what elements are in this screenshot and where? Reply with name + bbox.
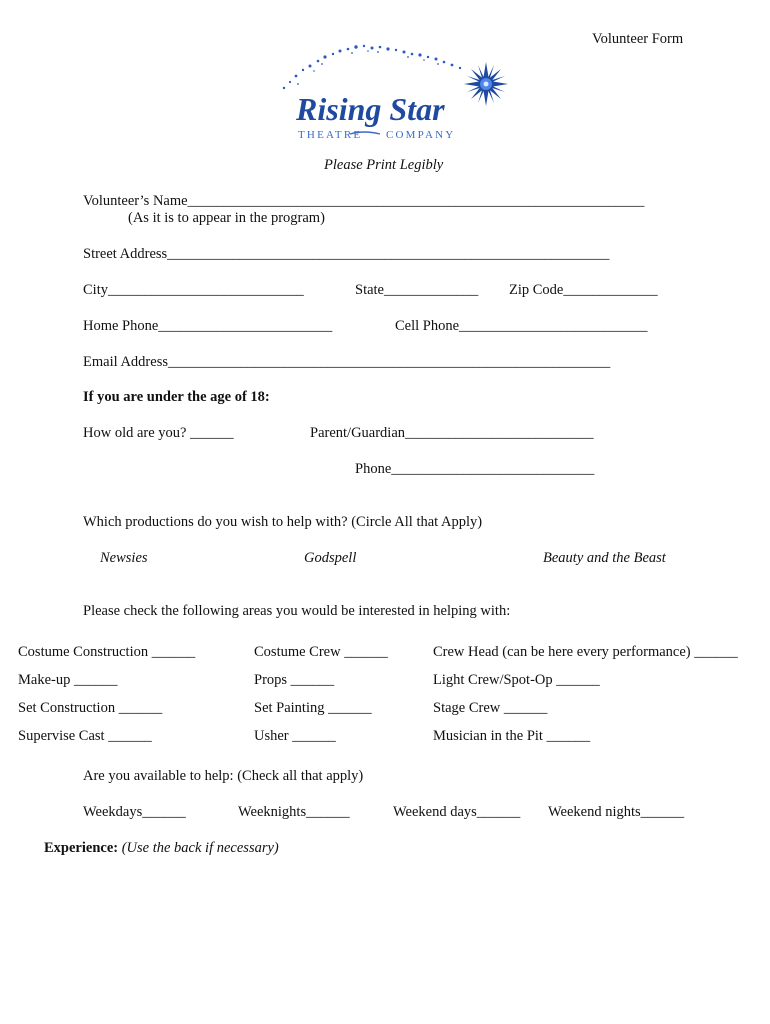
star-icon [464, 62, 508, 106]
availability-weekdays[interactable]: Weekdays______ [83, 804, 186, 820]
area-crew-head[interactable]: Crew Head (can be here every performance) ______ [433, 644, 738, 660]
cell-phone-field[interactable]: Cell Phone__________________________ [395, 318, 648, 334]
experience-label: Experience: [44, 840, 119, 856]
productions-question: Which productions do you wish to help with? (Circle All that Apply) [83, 514, 483, 530]
volunteer-name-field[interactable]: Volunteer’s Name_______________________________________________________________ [83, 193, 645, 209]
sparkle-dots-decoration [283, 45, 461, 89]
production-godspell[interactable]: Godspell [304, 550, 357, 566]
rising-star-logo [278, 40, 518, 144]
age-field[interactable]: How old are you? ______ [83, 425, 234, 441]
area-set-construction[interactable]: Set Construction ______ [18, 700, 163, 716]
area-supervise-cast[interactable]: Supervise Cast ______ [18, 728, 152, 744]
city-field[interactable]: City___________________________ [83, 282, 304, 298]
area-make-up[interactable]: Make-up ______ [18, 672, 118, 688]
area-musician-in-the-pit[interactable]: Musician in the Pit ______ [433, 728, 591, 744]
area-stage-crew[interactable]: Stage Crew ______ [433, 700, 548, 716]
street-address-field[interactable]: Street Address_____________________________________________________________ [83, 246, 610, 262]
state-field[interactable]: State_____________ [355, 282, 479, 298]
availability-weekend-days[interactable]: Weekend days______ [393, 804, 521, 820]
name-note: (As it is to appear in the program) [128, 210, 325, 226]
area-costume-crew[interactable]: Costume Crew ______ [254, 644, 388, 660]
area-props[interactable]: Props ______ [254, 672, 335, 688]
form-label: Volunteer Form [592, 31, 684, 47]
area-usher[interactable]: Usher ______ [254, 728, 336, 744]
area-set-painting[interactable]: Set Painting ______ [254, 700, 372, 716]
parent-guardian-field[interactable]: Parent/Guardian__________________________ [310, 425, 594, 441]
minor-section-heading: If you are under the age of 18: [83, 389, 270, 405]
production-beauty-and-the-beast[interactable]: Beauty and the Beast [543, 550, 666, 566]
brand-name: Rising Star [296, 91, 445, 127]
experience-section [44, 841, 279, 856]
production-newsies[interactable]: Newsies [100, 550, 148, 566]
brand-sub-theatre: THEATRE [298, 129, 363, 141]
guardian-phone-field[interactable]: Phone____________________________ [355, 461, 595, 477]
brand-sub-company: COMPANY [386, 129, 456, 141]
print-legibly-instruction: Please Print Legibly [324, 157, 444, 173]
experience-note: (Use the back if necessary) [121, 840, 279, 856]
home-phone-field[interactable]: Home Phone________________________ [83, 318, 333, 334]
availability-weeknights[interactable]: Weeknights______ [238, 804, 350, 820]
areas-question: Please check the following areas you would be interested in helping with: [83, 603, 511, 619]
email-address-field[interactable]: Email Address_____________________________________________________________ [83, 354, 611, 370]
zip-code-field[interactable]: Zip Code_____________ [509, 282, 658, 298]
area-costume-construction[interactable]: Costume Construction ______ [18, 644, 196, 660]
area-light-crew-spot-op[interactable]: Light Crew/Spot-Op ______ [433, 672, 600, 688]
availability-weekend-nights[interactable]: Weekend nights______ [548, 804, 685, 820]
availability-question: Are you available to help: (Check all that apply) [83, 768, 364, 784]
